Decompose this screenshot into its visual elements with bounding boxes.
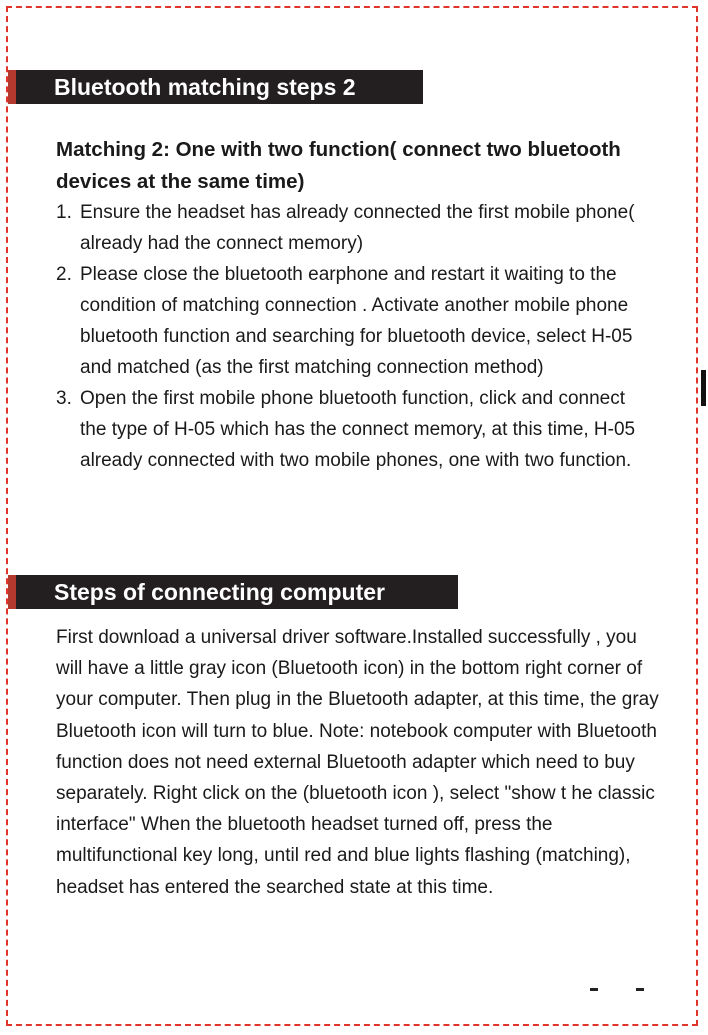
section-header-bluetooth-matching: Bluetooth matching steps 2: [8, 70, 423, 104]
step-text: Ensure the headset has already connected the first mobile phone( already had the connect memory): [80, 202, 635, 254]
step-text: Please close the bluetooth earphone and restart it waiting to the condition of matching connection . Activate another mobile phone bluetooth function and searching for bluetooth device, select H-05 and matched (as the first matching connection method): [80, 264, 633, 378]
list-item: [56, 383, 656, 476]
step-number: 2.: [56, 264, 72, 285]
footer-dash: [636, 988, 644, 991]
footer-dash: [590, 988, 598, 991]
computer-steps-paragraph: First download a universal driver software.Installed successfully , you will have a little gray icon (Bluetooth icon) in the bottom right corner of your computer. Then plug in the Bluetooth adapter, at this time, the gray Bluetooth icon will turn to blue. Note: notebook computer with Bluetooth function does not need external Bluetooth adapter which need to buy separately. Right click on the (bluetooth icon ), select "show t he classic interface" When the bluetooth headset turned off, press the multifunctional key long, until red and blue lights flashing (matching), headset has entered the searched state at this time.: [56, 627, 659, 898]
list-item: [56, 197, 656, 259]
list-item: [56, 259, 656, 383]
step-number: 1.: [56, 202, 72, 223]
edge-mark: [701, 370, 706, 406]
matching-subtitle: Matching 2: One with two function( connect two bluetooth devices at the same time): [56, 138, 621, 193]
step-number: 3.: [56, 388, 72, 409]
step-text: Open the first mobile phone bluetooth function, click and connect the type of H-05 which has the connect memory, at this time, H-05 already connected with two mobile phones, one with two function.: [80, 388, 636, 471]
section-header-connecting-computer: Steps of connecting computer: [8, 575, 458, 609]
steps-list: [56, 197, 656, 476]
